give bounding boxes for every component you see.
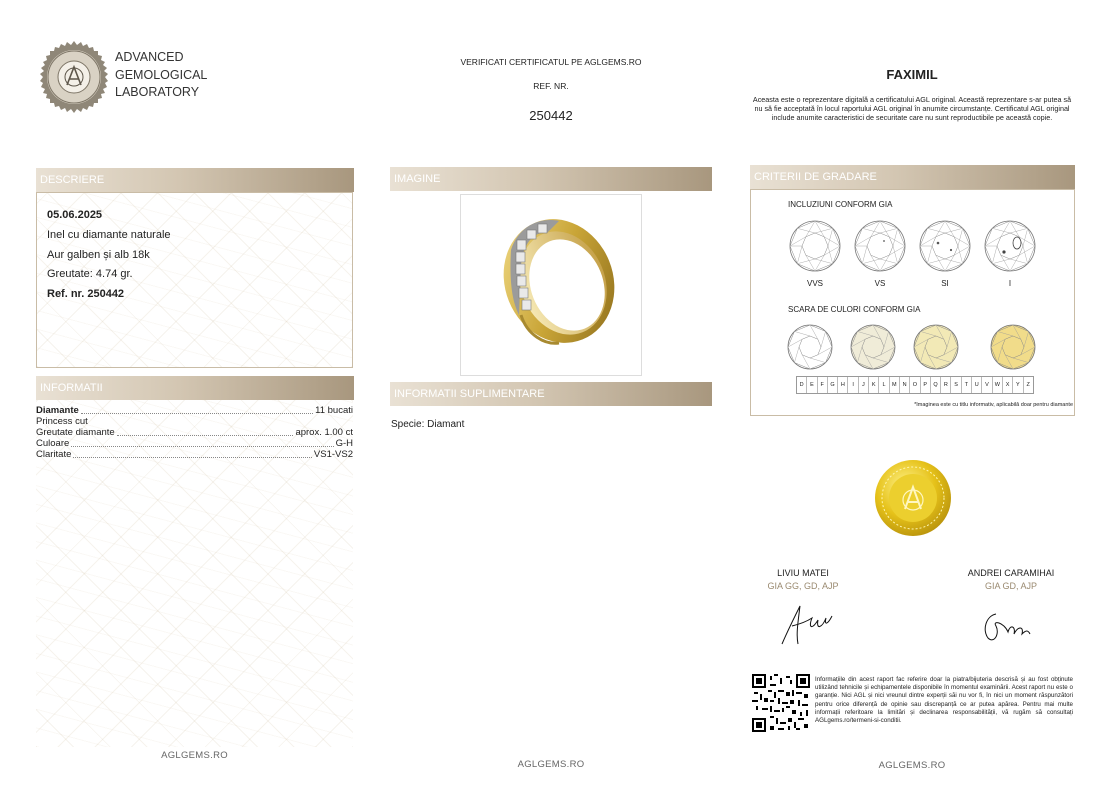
informatii-header: INFORMATII (36, 376, 354, 400)
diamond-i-icon (985, 221, 1035, 271)
suplimentare-species: Specie: Diamant (391, 419, 465, 430)
info-label: Greutate diamante (36, 427, 115, 438)
faximil-title: FAXIMIL (886, 67, 938, 82)
ref-number: 250442 (529, 108, 573, 123)
info-row-diamante (36, 405, 353, 416)
info-value: 11 bucati (315, 405, 353, 416)
inclusion-label-i: I (1008, 279, 1012, 288)
info-value: aprox. 1.00 ct (295, 427, 353, 438)
info-row-cut (36, 416, 353, 427)
descriere-header: DESCRIERE (36, 168, 354, 192)
color-diamond-white-icon (788, 325, 832, 369)
footer-center: AGLGEMS.RO (517, 759, 585, 770)
scale-cell: D (797, 377, 807, 393)
scale-cell: T (962, 377, 972, 393)
color-diamond-pale-yellow-icon (914, 325, 958, 369)
scale-cell: R (941, 377, 951, 393)
suplimentare-header: INFORMATII SUPLIMENTARE (390, 382, 712, 406)
scale-cell: I (848, 377, 858, 393)
info-label: Princess cut (36, 416, 88, 427)
dotted-leader (73, 457, 312, 458)
faximil-note: Aceasta este o reprezentare digitală a certificatului AGL original. Această reprezentare s-ar putea să nu să fie acceptată în locul raportului AGL original în anumite circumstanțe. Certificatul AGL original include anumite caracteristici de securitate care nu sunt reproductibile pe această copie. (752, 95, 1072, 122)
signer-2-titles: GIA GD, AJP (984, 581, 1038, 591)
lab-name-line-2: GEMOLOGICAL (115, 67, 208, 82)
inclusion-label-vvs: VVS (806, 279, 823, 288)
info-label: Claritate (36, 449, 72, 460)
scale-cell: V (982, 377, 992, 393)
scale-cell: F (818, 377, 828, 393)
scale-cell: Y (1013, 377, 1023, 393)
descriere-ref: Ref. nr. 250442 (47, 288, 125, 300)
scale-cell: S (951, 377, 961, 393)
scale-cell: J (859, 377, 869, 393)
color-scale-bar (796, 376, 1034, 394)
signature-1-icon (778, 600, 838, 650)
diamond-si-icon (920, 221, 970, 271)
dotted-leader (117, 435, 294, 436)
scale-cell: W (993, 377, 1003, 393)
agl-logo (36, 39, 112, 115)
scale-cell: G (828, 377, 838, 393)
criterii-note: *Imaginea este cu titlu informativ, aplicabilă doar pentru diamante (914, 402, 1073, 408)
diamond-vs-icon (855, 221, 905, 271)
color-diamonds-row (786, 322, 1046, 372)
scale-cell: K (869, 377, 879, 393)
color-diamond-yellow-icon (991, 325, 1035, 369)
descriere-line-3: Greutate: 4.74 gr. (47, 268, 133, 280)
signer-2-name: ANDREI CARAMIHAI (967, 568, 1055, 578)
disclaimer-text: Informațiile din acest raport fac referire doar la piatra/bijuteria descrisă și au fost obținute utilizând tehnicile și echipamentele disponibile în momentul examinării. Acest raport nu este o garanție. Nici AGL și nici vreunul dintre experții săi nu vor fi, în nici un moment răspunzători pentru orice diferență de opinie sau discrepanță ce ar putea apărea. Pentru mai multe informații referitoare la limitări și declinarea responsabilității, vă rugăm să consultați AGLgems.ro/termeni-si-conditii. (815, 676, 1073, 725)
color-scale-title: SCARA DE CULORI CONFORM GIA (788, 305, 921, 314)
info-label: Diamante (36, 405, 79, 416)
scale-cell: P (921, 377, 931, 393)
inclusions-row (786, 219, 1066, 299)
inclusions-title: INCLUZIUNI CONFORM GIA (788, 200, 893, 209)
info-row-culoare (36, 438, 353, 449)
scale-cell: H (838, 377, 848, 393)
ring-image (460, 194, 642, 376)
info-row-claritate (36, 449, 353, 460)
scale-cell: X (1003, 377, 1013, 393)
informatii-list (36, 405, 353, 460)
scale-cell: Z (1026, 382, 1030, 388)
scale-cell: Q (931, 377, 941, 393)
diamond-vvs-icon (790, 221, 840, 271)
scale-cell: O (910, 377, 920, 393)
signer-1-name: LIVIU MATEI (777, 568, 829, 578)
dotted-leader (81, 413, 313, 414)
scale-cell: E (807, 377, 817, 393)
descriere-line-1: Inel cu diamante naturale (47, 229, 171, 241)
imagine-header: IMAGINE (390, 167, 712, 191)
criterii-header: CRITERII DE GRADARE (750, 165, 1075, 189)
info-row-greutate (36, 427, 353, 438)
signature-2-icon (978, 604, 1038, 648)
inclusion-label-vs: VS (874, 279, 886, 288)
lab-name-line-3: LABORATORY (115, 85, 200, 99)
inclusion-label-si: SI (941, 279, 949, 288)
ref-label: REF. NR. (533, 81, 569, 91)
lab-name-line-1: ADVANCED (115, 50, 184, 64)
scale-cell: U (972, 377, 982, 393)
descriere-date: 05.06.2025 (47, 209, 103, 221)
info-value: VS1-VS2 (313, 449, 353, 460)
dotted-leader (71, 446, 333, 447)
info-value: G-H (335, 438, 353, 449)
signer-1-titles: GIA GG, GD, AJP (767, 581, 839, 591)
descriere-line-2: Aur galben și alb 18k (47, 249, 150, 261)
color-diamond-light-icon (851, 325, 895, 369)
scale-cell: N (900, 377, 910, 393)
footer-left: AGLGEMS.RO (161, 750, 228, 761)
info-label: Culoare (36, 438, 70, 449)
footer-right: AGLGEMS.RO (878, 760, 946, 771)
verify-text: VERIFICATI CERTIFICATUL PE AGLGEMS.RO (460, 57, 642, 67)
gold-seal-icon (874, 459, 952, 537)
scale-cell: L (879, 377, 889, 393)
scale-cell: M (890, 377, 900, 393)
lab-name (115, 49, 207, 102)
qr-code-icon[interactable] (752, 674, 810, 732)
